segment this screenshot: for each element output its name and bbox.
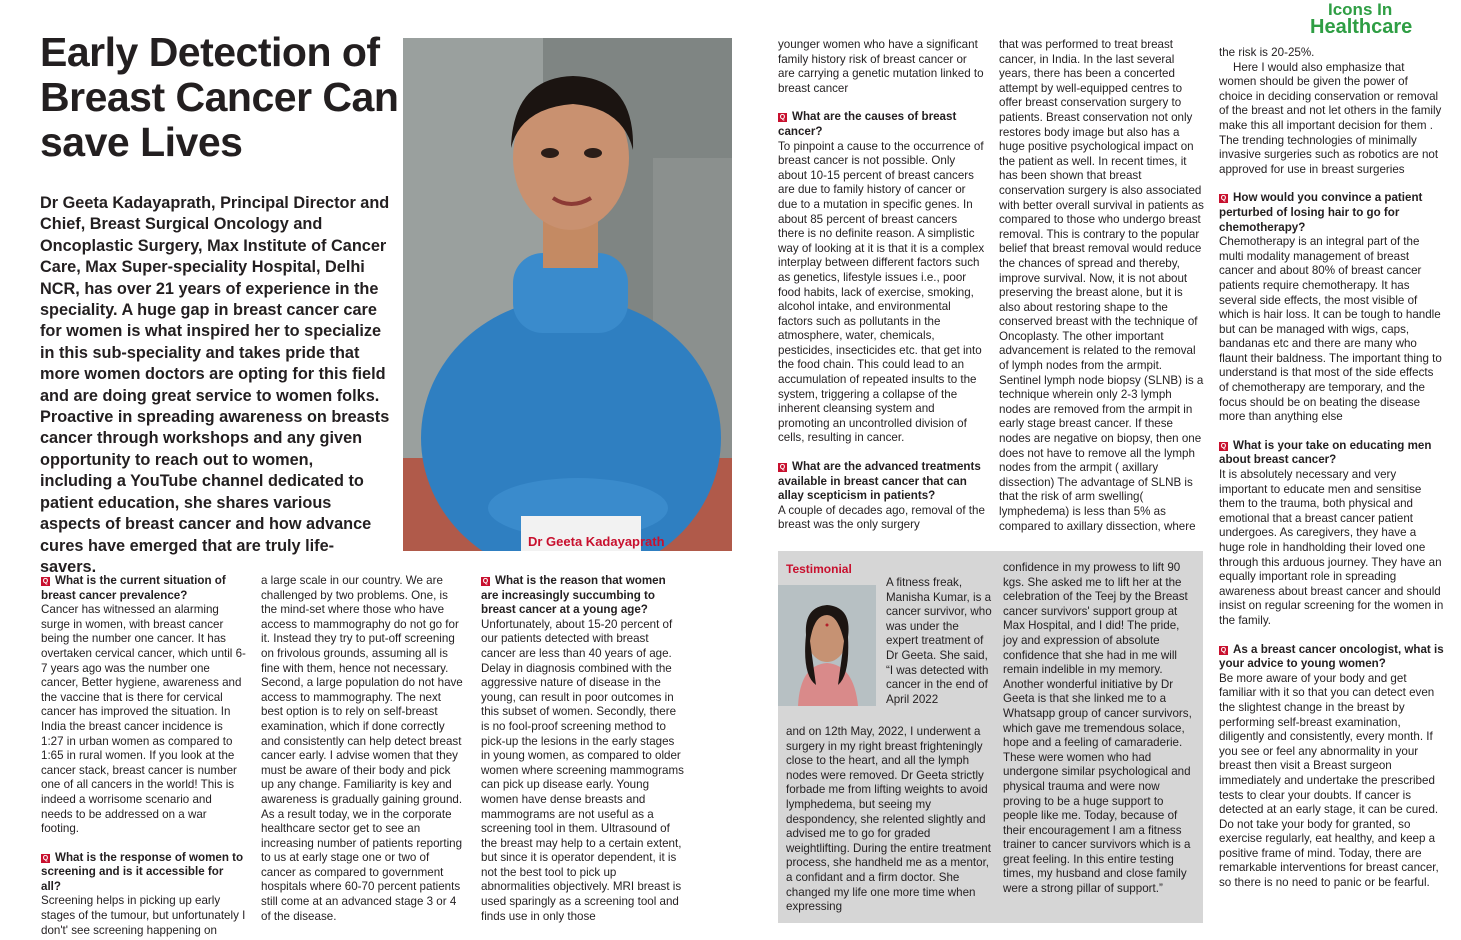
answer-text: Be more aware of your body and get familiar with it so that you can detect even the slightest change in the breast by performing self-breast examination, diligently and consistently, every month. If you see or feel any abnormality in your breast then visit a Breast surgeon immediately and undertake the prescribed tests to clear your doubts. If cancer is detected at an early stage, it can be cured. Do not take your body for granted, so exercise regularly, eat healthy, and keep a positive frame of mind. Today, there are remarkable interventions for breast cancer, so there is no need to panic or be fearful. (1219, 671, 1439, 890)
question-text: What are the causes of breast cancer? (778, 110, 957, 138)
photo-caption: Dr Geeta Kadayaprath (528, 534, 665, 549)
portrait-illustration (403, 38, 732, 551)
article-intro: Dr Geeta Kadayaprath, Principal Director and Chief, Breast Surgical Oncology and Oncoplastic Surgery, Max Institute of Cancer Care, Max Super-speciality Hospital, Delhi NCR, has over 21 years of experience in the speciality. A huge gap in breast cancer care for women is what inspired her to specialize in this sub-speciality and takes pride that more women doctors are opting for this field and are doing great service to women folks. Proactive in spreading awareness on breasts cancer through workshops and any given opportunity to reach out to women, including a YouTube channel dedicated to patient education, she shares various aspects of breast cancer and how advance cures have emerged that are truly life-savers. (40, 194, 390, 576)
testimonial-label: Testimonial (786, 562, 852, 576)
testimonial-portrait (778, 585, 876, 706)
question-text: What is the reason that women are increasingly succumbing to breast cancer at a young age? (481, 574, 666, 617)
body-text: Here I would also emphasize that women should be given the power of choice in deciding conservation or removal of the breast and not let others in the family make this all important decision for them . The trending technologies of minimally invasive surgeries such as robotics are not approved for use in breast surgeries (1219, 60, 1442, 176)
column-6 (1219, 46, 1444, 891)
question-text: How would you convince a patient perturbed of losing hair to go for chemotherapy? (1219, 191, 1423, 234)
question-marker-icon: Q (1220, 442, 1227, 450)
column-1 (41, 574, 246, 938)
body-text: that was performed to treat breast cancer, in India. In the last several years, there has been a concerted attempt by well-equipped centres to offer breast conservation surgery to patients. Breast conservation not only restores body image but also has a huge positive psychological impact on the patient as well. In recent times, it has been shown that breast conservation surgery is also associated with better overall survival in patients as compared to those who undergo breast removal. This is contrary to the popular belief that breast removal would reduce the chances of spread and thereby, improve survival. Now, it is not about preserving the breast alone, but it is also about restoring shape to the conserved breast with the technique of Oncoplasty. The other important advancement is related to the removal of lymph nodes from the armpit. Sentinel lymph node biopsy (SLNB) is a technique wherein only 2-3 lymph nodes are removed from the armpit in early stage breast cancer. If these nodes are negative on biopsy, then one does not have to remove all the lymph nodes from the armpit ( axillary dissection) The advantage of SLNB is that the risk of arm swelling( lymphedema) is less than 5% as compared to axillary dissection, where (999, 38, 1204, 533)
question-heading (778, 460, 986, 504)
testimonial-text-right (1003, 561, 1195, 897)
question-marker-icon: Q (482, 578, 489, 585)
question-text: As a breast cancer oncologist, what is your advice to young women? (1219, 642, 1444, 671)
testimonial-portrait-illustration (778, 585, 876, 706)
question-marker-icon: Q (1220, 195, 1227, 203)
answer-text: Chemotherapy is an integral part of the multi modality management of breast cancer and about 80% of breast cancer patients require chemotherapy. It has several side effects, the most visible of which is hair loss. It can be tough to handle but can be managed with wigs, caps, bandanas etc and there are many who flaunt their baldness. The important thing to understand is that most of the side effects of chemotherapy are temporary, and the focus should be on beating the disease more than anything else (1219, 235, 1442, 424)
question-marker-icon: Q (42, 854, 49, 862)
question-marker-icon: Q (779, 464, 786, 472)
question-heading (1219, 439, 1444, 468)
logo-line2: Healthcare (1310, 16, 1413, 38)
question-marker-icon: Q (779, 114, 786, 122)
article-title: Early Detection of Breast Cancer Can save Lives (40, 29, 399, 165)
publication-logo (1304, 0, 1454, 40)
question-heading (1219, 643, 1444, 672)
answer-text: Unfortunately, about 15-20 percent of our patients detected with breast cancer are less than 40 years of age. Delay in diagnosis combined with the aggressive nature of disease in the young, can result in poor outcomes in this subset of women. Secondly, there is no fool-proof screening method to pick-up the lesions in the early stages in young women, as compared to older women where screening mammograms can pick up disease early. Young women have dense breasts and mammograms are not useful as a screening tool in them. Ultrasound of the breast may help to a certain extent, but since it is operator dependent, it is not the best tool to pick up abnormalities objectively. MRI breast is used sparingly as a screening tool and finds use in only those (481, 617, 684, 923)
question-marker-icon: Q (42, 578, 49, 585)
testimonial-paragraph: A fitness freak, Manisha Kumar, is a cancer survivor, who was under the expert treatment of Dr Geeta. She said, “I was detected with cancer in the end of April 2022 (886, 576, 992, 706)
question-heading (778, 110, 986, 139)
question-heading (41, 851, 246, 895)
logo-line1: Icons In (1328, 0, 1393, 19)
answer-text: To pinpoint a cause to the occurrence of breast cancer is not possible. Only about 10-15 percent of breast cancers are due to family history of cancer or due to a mutation in specific genes. In about 85 percent of breast cancers there is no definite reason. A simplistic way of looking at it is that it is a complex interplay between different factors such as genetics, lifestyle issues i.e., poor food habits, lack of exercise, smoking, alcohol intake, and environmental factors such as pollutants in the atmosphere, water, chemicals, pesticides, insecticides etc. that get into the food chain. This could lead to an accumulation of repeated insults to the system, triggering a collapse of the inherent cleansing system and promoting an uncontrolled division of cells, resulting in cancer. (778, 139, 985, 445)
question-text: What is the response of women to screening and is it accessible for all? (41, 850, 244, 893)
question-text: What are the advanced treatments available in breast cancer that can allay scepticism in patients? (778, 460, 981, 503)
body-text: a large scale in our country. We are challenged by two problems. One, is the mind-set where those who have access to mammography do not go for it. Instead they try to put-off screening on frivolous grounds, assuming all is fine with them, hence not necessary. Second, a large population do not have access to mammography. The next best option is to rely on self-breast examination, which if done correctly and consistently can help detect breast cancer early. I advise women that they must be aware of their body and pick up any change. Familiarity is key and awareness is gradually gaining ground. As a result today, we in the corporate healthcare sector get to see an increasing number of patients reporting to us at early stage one or two of cancer as compared to government hospitals where 60-70 percent patients still come at an advanced stage 3 or 4 of the disease. (261, 574, 463, 923)
question-heading (1219, 191, 1444, 235)
testimonial-paragraph: and on 12th May, 2022, I underwent a surgery in my right breast frighteningly close to the heart, and all the lymph nodes were removed. Dr Geeta strictly forbade me from lifting weights to avoid lymphedema, but seeing my despondency, she relented slightly and advised me to go for graded weightlifting. During the entire treatment process, she handheld me as a mentor, a confidant and a firm doctor. She changed my life one more time when expressing (786, 725, 991, 914)
question-heading (481, 574, 686, 618)
question-marker-icon: Q (1220, 646, 1227, 654)
column-3 (481, 574, 686, 924)
question-text: What is your take on educating men about breast cancer? (1219, 438, 1432, 467)
column-2 (261, 574, 466, 924)
question-heading (41, 574, 246, 603)
body-text: younger women who have a significant family history risk of breast cancer or are carrying a genetic mutation linked to breast cancer (778, 38, 984, 95)
testimonial-text-top (886, 576, 994, 707)
answer-text: A couple of decades ago, removal of the breast was the only surgery (778, 503, 985, 532)
column-4 (778, 38, 986, 533)
answer-text: Screening helps in picking up early stages of the tumour, but unfortunately I don't' see screening happening on (41, 894, 246, 937)
column-5 (999, 38, 1204, 534)
testimonial-text-bottom (786, 725, 991, 915)
answer-text: It is absolutely necessary and very important to educate men and sensitise them to the trauma, both physical and emotional that a breast cancer patient undergoes. As caregivers, they have a huge role in handholding their loved one through this arduous journey. They have an equally important role in spreading awareness about breast cancer and should insist on regular screening for the women in the family. (1219, 468, 1444, 627)
body-text: the risk is 20-25%. (1219, 46, 1315, 59)
answer-text: Cancer has witnessed an alarming surge in women, with breast cancer being the number one cancer. It has overtaken cervical cancer, which until 6-7 years ago was the number one cancer, Better hygiene, awareness and the vaccine that is there for cervical cancer has improved the situation. In India the breast cancer incidence is 1:27 in urban women as compared to 1:65 in rural women. If you look at the cancer stack, breast cancer is number one of all cancers in the world! This is indeed a worrisome scenario and needs to be addressed on a war footing. (41, 603, 246, 836)
question-text: What is the current situation of breast cancer prevalence? (41, 574, 226, 602)
doctor-portrait (403, 38, 732, 551)
testimonial-paragraph: confidence in my prowess to lift 90 kgs. She asked me to lift her at the celebration of the Teej by the Breast cancer survivors' support group at Max Hospital, and I did! The pride, joy and expression of absolute confidence that she had in me will remain indelible in my memory. Another wonderful initiative by Dr Geeta is that she linked me to a Whatsapp group of cancer survivors, which gave me tremendous solace, hope and a feeling of camaraderie. These were women who had undergone similar psychological and physical trauma and were now proving to be a huge support to people like me. Today, because of their encouragement I am a fitness trainer to cancer survivors which is a great feeling. In this entire testing times, my husband and close family were a strong pillar of support.” (1003, 561, 1192, 896)
